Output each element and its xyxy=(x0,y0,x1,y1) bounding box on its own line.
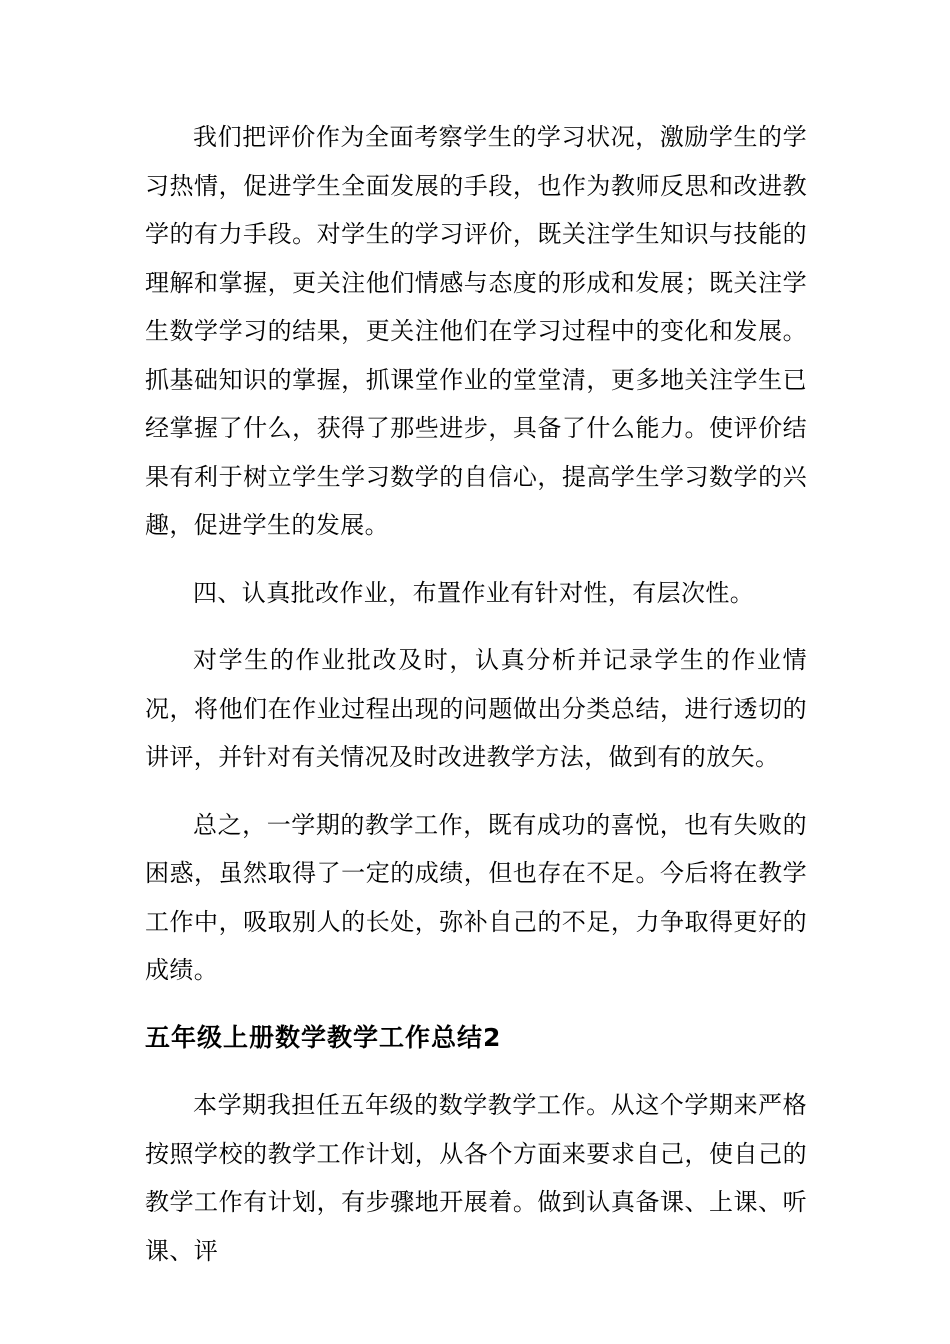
paragraph-evaluation: 我们把评价作为全面考察学生的学习状况，激励学生的学习热情，促进学生全面发展的手段，也作为教师反思和改进教学的有力手段。对学生的学习评价，既关注学生知识与技能的理解和掌握，更关注他们情感与态度的形成和发展；既关注学生数学学习的结果，更关注他们在学习过程中的变化和发展。抓基础知识的掌握，抓课堂作业的堂堂清，更多地关注学生已经掌握了什么，获得了那些进步，具备了什么能力。使评价结果有利于树立学生学习数学的自信心，提高学生学习数学的兴趣，促进学生的发展。 xyxy=(145,123,807,539)
paragraph-conclusion: 总之，一学期的教学工作，既有成功的喜悦，也有失败的困惑，虽然取得了一定的成绩，但也存在不足。今后将在教学工作中，吸取别人的长处，弥补自己的不足，力争取得更好的成绩。 xyxy=(145,810,807,984)
section-heading: 五年级上册数学教学工作总结2 xyxy=(145,1022,502,1052)
paragraph-section-four: 四、认真批改作业，布置作业有针对性，有层次性。 xyxy=(193,578,755,607)
paragraph-intro-2: 本学期我担任五年级的数学教学工作。从这个学期来严格按照学校的教学工作计划，从各个方面来要求自己，使自己的教学工作有计划，有步骤地开展着。做到认真备课、上课、听课、评 xyxy=(145,1091,807,1265)
document-page xyxy=(145,113,807,1275)
paragraph-homework: 对学生的作业批改及时，认真分析并记录学生的作业情况，将他们在作业过程出现的问题做出分类总结，进行透切的讲评，并针对有关情况及时改进教学方法，做到有的放矢。 xyxy=(145,646,807,771)
